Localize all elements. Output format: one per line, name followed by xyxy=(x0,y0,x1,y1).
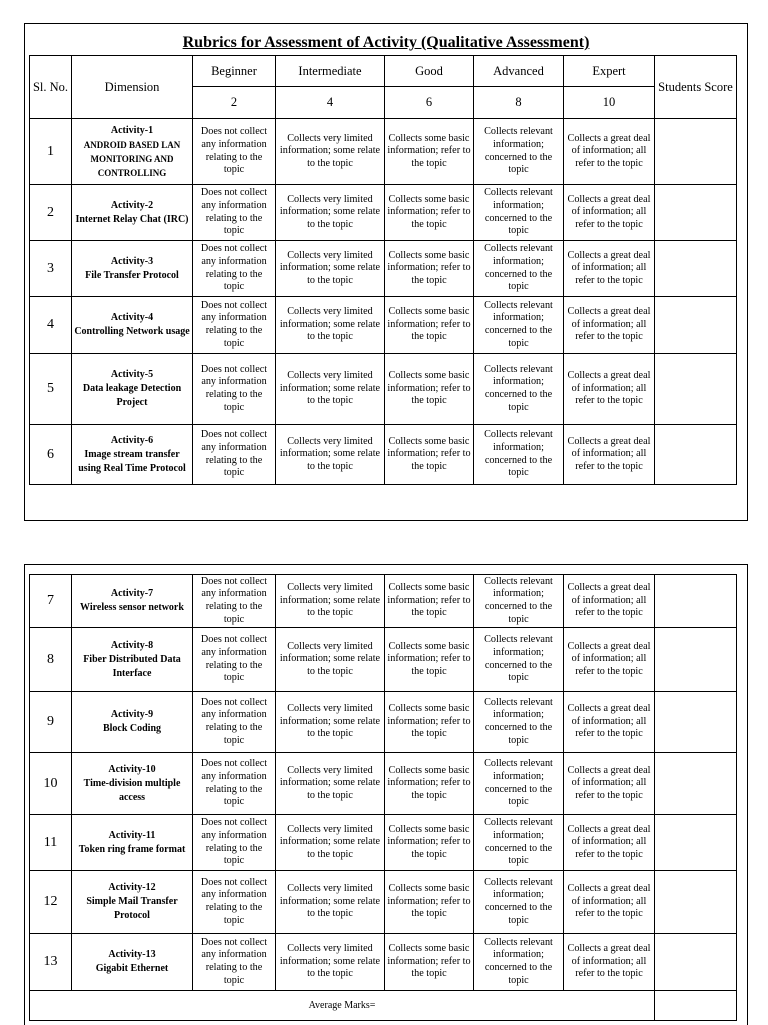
activity-label: Activity-2 xyxy=(110,199,154,211)
criterion-cell-expert: Collects a great deal of information; all refer to the topic xyxy=(564,185,655,241)
criterion-cell-intermediate: Collects very limited information; some relate to the topic xyxy=(276,241,385,297)
criterion-cell-good: Collects some basic information; refer to the topic xyxy=(385,241,474,297)
activity-label: Activity-1 xyxy=(110,124,154,136)
table-row xyxy=(30,934,737,991)
criterion-cell-good: Collects some basic information; refer to the topic xyxy=(385,425,474,485)
criterion-cell-good: Collects some basic information; refer to the topic xyxy=(385,934,474,991)
activity-name: Simple Mail Transfer Protocol xyxy=(86,896,178,921)
dimension-cell xyxy=(72,575,193,628)
criterion-cell-beginner: Does not collect any information relating to the topic xyxy=(193,815,276,871)
dimension-cell xyxy=(72,934,193,991)
criterion-cell-intermediate: Collects very limited information; some relate to the topic xyxy=(276,119,385,185)
students-score-header: Students Score xyxy=(655,56,737,119)
level-points-good: 6 xyxy=(385,87,474,119)
criterion-cell-expert: Collects a great deal of information; all refer to the topic xyxy=(564,297,655,354)
criterion-cell-beginner: Does not collect any information relating to the topic xyxy=(193,628,276,692)
average-marks-label: Average Marks= xyxy=(30,991,655,1021)
table-row xyxy=(30,575,737,628)
criterion-cell-expert: Collects a great deal of information; all refer to the topic xyxy=(564,692,655,753)
dimension-cell xyxy=(72,628,193,692)
sl-no-cell: 6 xyxy=(30,425,72,485)
dimension-cell xyxy=(72,871,193,934)
table-row xyxy=(30,185,737,241)
level-points-advanced: 8 xyxy=(474,87,564,119)
criterion-cell-advanced: Collects relevant information; concerned to the topic xyxy=(474,185,564,241)
criterion-cell-expert: Collects a great deal of information; all refer to the topic xyxy=(564,753,655,815)
activity-label: Activity-11 xyxy=(108,829,156,841)
criterion-cell-advanced: Collects relevant information; concerned to the topic xyxy=(474,241,564,297)
activity-label: Activity-5 xyxy=(110,369,154,380)
level-header-intermediate: Intermediate xyxy=(276,56,385,87)
rubric-page-1 xyxy=(24,23,748,521)
criterion-cell-advanced: Collects relevant information; concerned to the topic xyxy=(474,575,564,628)
criterion-cell-good: Collects some basic information; refer to the topic xyxy=(385,297,474,354)
criterion-cell-advanced: Collects relevant information; concerned to the topic xyxy=(474,815,564,871)
dimension-cell xyxy=(72,692,193,753)
activity-label: Activity-7 xyxy=(110,588,154,599)
criterion-cell-expert: Collects a great deal of information; all refer to the topic xyxy=(564,119,655,185)
criterion-cell-advanced: Collects relevant information; concerned to the topic xyxy=(474,628,564,692)
criterion-cell-intermediate: Collects very limited information; some relate to the topic xyxy=(276,934,385,991)
criterion-cell-good: Collects some basic information; refer to the topic xyxy=(385,119,474,185)
activity-label: Activity-12 xyxy=(108,882,156,893)
sl-no-cell: 12 xyxy=(30,871,72,934)
criterion-cell-good: Collects some basic information; refer to the topic xyxy=(385,354,474,425)
criterion-cell-expert: Collects a great deal of information; all refer to the topic xyxy=(564,575,655,628)
students-score-cell xyxy=(655,185,737,241)
table-row xyxy=(30,692,737,753)
dimension-cell xyxy=(72,185,193,241)
level-points-beginner: 2 xyxy=(193,87,276,119)
criterion-cell-expert: Collects a great deal of information; all refer to the topic xyxy=(564,241,655,297)
activity-name: Time-division multiple access xyxy=(83,777,181,803)
activity-label: Activity-6 xyxy=(110,434,154,446)
rubric-page-2 xyxy=(24,564,748,1025)
criterion-cell-intermediate: Collects very limited information; some relate to the topic xyxy=(276,815,385,871)
page-title: Rubrics for Assessment of Activity (Qualitative Assessment) xyxy=(182,34,590,51)
dimension-cell xyxy=(72,815,193,871)
table-row xyxy=(30,241,737,297)
criterion-cell-advanced: Collects relevant information; concerned to the topic xyxy=(474,692,564,753)
students-score-cell xyxy=(655,297,737,354)
criterion-cell-good: Collects some basic information; refer to the topic xyxy=(385,575,474,628)
students-score-cell xyxy=(655,119,737,185)
students-score-cell xyxy=(655,575,737,628)
criterion-cell-intermediate: Collects very limited information; some relate to the topic xyxy=(276,297,385,354)
sl-no-cell: 10 xyxy=(30,753,72,815)
students-score-cell xyxy=(655,628,737,692)
criterion-cell-advanced: Collects relevant information; concerned to the topic xyxy=(474,871,564,934)
criterion-cell-beginner: Does not collect any information relating to the topic xyxy=(193,354,276,425)
sl-no-cell: 5 xyxy=(30,354,72,425)
criterion-cell-beginner: Does not collect any information relating to the topic xyxy=(193,871,276,934)
criterion-cell-beginner: Does not collect any information relating to the topic xyxy=(193,934,276,991)
students-score-cell xyxy=(655,425,737,485)
criterion-cell-advanced: Collects relevant information; concerned to the topic xyxy=(474,119,564,185)
students-score-cell xyxy=(655,815,737,871)
level-points-expert: 10 xyxy=(564,87,655,119)
activity-name: Data leakage Detection Project xyxy=(82,383,182,408)
dimension-cell xyxy=(72,425,193,485)
sl-no-cell: 8 xyxy=(30,628,72,692)
criterion-cell-advanced: Collects relevant information; concerned to the topic xyxy=(474,934,564,991)
criterion-cell-intermediate: Collects very limited information; some relate to the topic xyxy=(276,692,385,753)
activity-name: Wireless sensor network xyxy=(80,602,184,613)
criterion-cell-good: Collects some basic information; refer to the topic xyxy=(385,753,474,815)
sl-no-cell: 9 xyxy=(30,692,72,753)
criterion-cell-beginner: Does not collect any information relating to the topic xyxy=(193,119,276,185)
activity-label: Activity-10 xyxy=(108,763,156,775)
table-row xyxy=(30,297,737,354)
criterion-cell-beginner: Does not collect any information relating to the topic xyxy=(193,297,276,354)
dimension-cell xyxy=(72,241,193,297)
table-row xyxy=(30,119,737,185)
rubric-table xyxy=(29,55,737,485)
criterion-cell-intermediate: Collects very limited information; some relate to the topic xyxy=(276,575,385,628)
criterion-cell-intermediate: Collects very limited information; some relate to the topic xyxy=(276,354,385,425)
dimension-cell xyxy=(72,297,193,354)
criterion-cell-expert: Collects a great deal of information; all refer to the topic xyxy=(564,934,655,991)
dimension-cell xyxy=(72,354,193,425)
criterion-cell-expert: Collects a great deal of information; all refer to the topic xyxy=(564,628,655,692)
table-row xyxy=(30,815,737,871)
activity-label: Activity-9 xyxy=(110,709,154,720)
average-marks-value xyxy=(655,991,737,1021)
sl-no-cell: 7 xyxy=(30,575,72,628)
students-score-cell xyxy=(655,241,737,297)
criterion-cell-beginner: Does not collect any information relating to the topic xyxy=(193,575,276,628)
criterion-cell-expert: Collects a great deal of information; all refer to the topic xyxy=(564,425,655,485)
table-row xyxy=(30,354,737,425)
criterion-cell-intermediate: Collects very limited information; some relate to the topic xyxy=(276,185,385,241)
criterion-cell-advanced: Collects relevant information; concerned to the topic xyxy=(474,753,564,815)
table-row xyxy=(30,425,737,485)
criterion-cell-beginner: Does not collect any information relating to the topic xyxy=(193,185,276,241)
activity-label: Activity-13 xyxy=(108,949,156,960)
activity-label: Activity-4 xyxy=(110,312,154,323)
criterion-cell-beginner: Does not collect any information relating to the topic xyxy=(193,241,276,297)
criterion-cell-advanced: Collects relevant information; concerned to the topic xyxy=(474,297,564,354)
activity-label: Activity-8 xyxy=(110,639,154,651)
students-score-cell xyxy=(655,871,737,934)
sl-no-cell: 3 xyxy=(30,241,72,297)
criterion-cell-good: Collects some basic information; refer to the topic xyxy=(385,815,474,871)
criterion-cell-good: Collects some basic information; refer to the topic xyxy=(385,185,474,241)
sl-no-cell: 2 xyxy=(30,185,72,241)
dimension-header: Dimension xyxy=(72,56,193,119)
sl-no-cell: 13 xyxy=(30,934,72,991)
activity-name: Internet Relay Chat (IRC) xyxy=(75,213,189,225)
average-row xyxy=(30,991,737,1021)
criterion-cell-expert: Collects a great deal of information; all refer to the topic xyxy=(564,354,655,425)
criterion-cell-good: Collects some basic information; refer to the topic xyxy=(385,628,474,692)
activity-name: ANDROID BASED LAN MONITORING AND CONTROLLING xyxy=(83,139,181,178)
level-header-good: Good xyxy=(385,56,474,87)
level-points-intermediate: 4 xyxy=(276,87,385,119)
criterion-cell-intermediate: Collects very limited information; some relate to the topic xyxy=(276,871,385,934)
sl-no-cell: 4 xyxy=(30,297,72,354)
criterion-cell-intermediate: Collects very limited information; some relate to the topic xyxy=(276,753,385,815)
table-row xyxy=(30,628,737,692)
criterion-cell-good: Collects some basic information; refer to the topic xyxy=(385,692,474,753)
criterion-cell-expert: Collects a great deal of information; all refer to the topic xyxy=(564,815,655,871)
sl-no-cell: 11 xyxy=(30,815,72,871)
table-row xyxy=(30,871,737,934)
criterion-cell-beginner: Does not collect any information relating to the topic xyxy=(193,425,276,485)
level-header-advanced: Advanced xyxy=(474,56,564,87)
students-score-cell xyxy=(655,753,737,815)
dimension-cell xyxy=(72,753,193,815)
level-header-beginner: Beginner xyxy=(193,56,276,87)
dimension-cell xyxy=(72,119,193,185)
sl-no-header: Sl. No. xyxy=(30,56,72,119)
criterion-cell-good: Collects some basic information; refer to the topic xyxy=(385,871,474,934)
level-header-expert: Expert xyxy=(564,56,655,87)
activity-name: Image stream transfer using Real Time Protocol xyxy=(78,448,186,474)
rubric-table-continued xyxy=(29,574,737,1021)
sl-no-cell: 1 xyxy=(30,119,72,185)
criterion-cell-intermediate: Collects very limited information; some relate to the topic xyxy=(276,425,385,485)
activity-label: Activity-3 xyxy=(110,255,154,267)
criterion-cell-intermediate: Collects very limited information; some relate to the topic xyxy=(276,628,385,692)
criterion-cell-expert: Collects a great deal of information; all refer to the topic xyxy=(564,871,655,934)
activity-name: Block Coding xyxy=(102,723,162,734)
activity-name: Controlling Network usage xyxy=(74,326,190,337)
criterion-cell-beginner: Does not collect any information relating to the topic xyxy=(193,692,276,753)
criterion-cell-advanced: Collects relevant information; concerned to the topic xyxy=(474,354,564,425)
table-row xyxy=(30,753,737,815)
students-score-cell xyxy=(655,692,737,753)
criterion-cell-advanced: Collects relevant information; concerned to the topic xyxy=(474,425,564,485)
students-score-cell xyxy=(655,934,737,991)
activity-name: Token ring frame format xyxy=(78,843,186,855)
activity-name: File Transfer Protocol xyxy=(85,269,179,281)
activity-name: Fiber Distributed Data Interface xyxy=(83,653,181,679)
students-score-cell xyxy=(655,354,737,425)
activity-name: Gigabit Ethernet xyxy=(95,963,169,974)
criterion-cell-beginner: Does not collect any information relating to the topic xyxy=(193,753,276,815)
